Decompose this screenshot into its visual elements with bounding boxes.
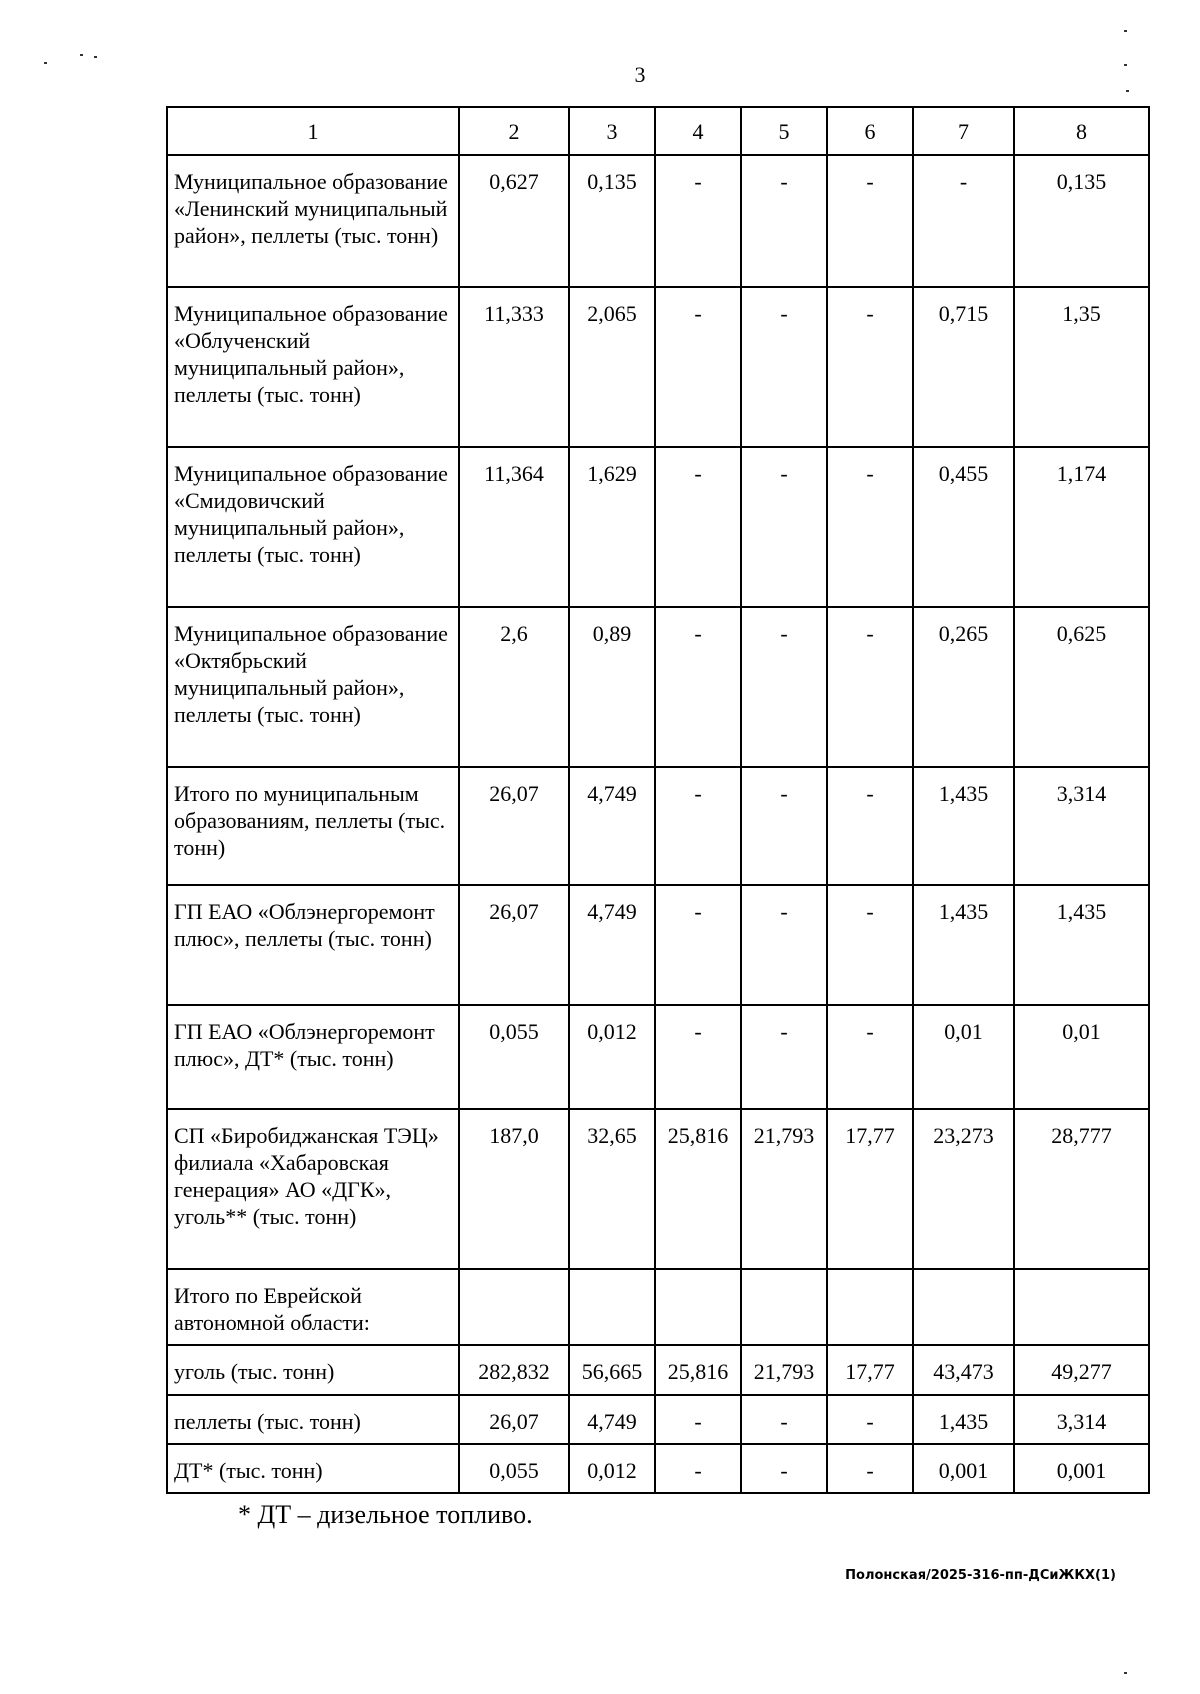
row-label: уголь (тыс. тонн): [167, 1345, 459, 1395]
table-cell: 32,65: [569, 1109, 655, 1269]
table-cell: 0,135: [1014, 155, 1149, 287]
table-row: [167, 1109, 1149, 1269]
table-cell: [741, 1269, 827, 1345]
table-row: [167, 885, 1149, 1005]
scan-speck: [1126, 90, 1129, 92]
table-cell: 0,455: [913, 447, 1014, 607]
table-cell: 4,749: [569, 1395, 655, 1444]
table-cell: 0,001: [1014, 1444, 1149, 1493]
column-header: 6: [827, 107, 913, 155]
table-cell: -: [741, 1005, 827, 1109]
table-cell: -: [827, 1444, 913, 1493]
row-label: пеллеты (тыс. тонн): [167, 1395, 459, 1444]
table-cell: -: [655, 155, 741, 287]
table-cell: -: [827, 155, 913, 287]
document-id: Полонская/2025-316-пп-ДСиЖКХ(1): [845, 1568, 1116, 1583]
table-cell: 23,273: [913, 1109, 1014, 1269]
table-cell: 1,435: [913, 767, 1014, 885]
table-cell: 1,435: [913, 885, 1014, 1005]
scan-speck: [44, 62, 47, 64]
column-header: 8: [1014, 107, 1149, 155]
table-cell: [569, 1269, 655, 1345]
table-cell: -: [655, 447, 741, 607]
table-cell: -: [741, 155, 827, 287]
table-cell: 25,816: [655, 1345, 741, 1395]
table-cell: 0,01: [913, 1005, 1014, 1109]
table-row: [167, 1345, 1149, 1395]
row-label: Муниципальное образование «Октябрьский муниципальный район», пеллеты (тыс. тонн): [167, 607, 459, 767]
table-cell: 26,07: [459, 885, 569, 1005]
scan-speck: [80, 54, 83, 56]
scan-speck: [1124, 30, 1127, 32]
table-cell: 0,715: [913, 287, 1014, 447]
table-cell: 0,89: [569, 607, 655, 767]
column-header: 7: [913, 107, 1014, 155]
table-cell: 1,435: [913, 1395, 1014, 1444]
table-cell: 11,364: [459, 447, 569, 607]
row-label: Муниципальное образование «Ленинский муниципальный район», пеллеты (тыс. тонн): [167, 155, 459, 287]
table-cell: -: [741, 767, 827, 885]
table-cell: -: [741, 885, 827, 1005]
table-cell: 282,832: [459, 1345, 569, 1395]
table-cell: -: [741, 607, 827, 767]
table-cell: -: [827, 447, 913, 607]
table-cell: 4,749: [569, 767, 655, 885]
row-label: Муниципальное образование «Смидовичский муниципальный район», пеллеты (тыс. тонн): [167, 447, 459, 607]
table-cell: 0,001: [913, 1444, 1014, 1493]
table-cell: 187,0: [459, 1109, 569, 1269]
table-cell: -: [741, 1395, 827, 1444]
table-cell: 26,07: [459, 1395, 569, 1444]
table-cell: 3,314: [1014, 767, 1149, 885]
table-cell: 2,6: [459, 607, 569, 767]
table-row: [167, 767, 1149, 885]
table-cell: 26,07: [459, 767, 569, 885]
row-label: Итого по муниципальным образованиям, пеллеты (тыс. тонн): [167, 767, 459, 885]
scan-speck: [1124, 1672, 1127, 1674]
table-cell: 56,665: [569, 1345, 655, 1395]
table-cell: 2,065: [569, 287, 655, 447]
table-cell: 0,055: [459, 1005, 569, 1109]
table-cell: 21,793: [741, 1109, 827, 1269]
table-cell: -: [655, 1395, 741, 1444]
table-cell: 0,055: [459, 1444, 569, 1493]
table-cell: 0,01: [1014, 1005, 1149, 1109]
table-cell: 49,277: [1014, 1345, 1149, 1395]
column-header: 1: [167, 107, 459, 155]
row-label: ГП ЕАО «Облэнергоремонт плюс», ДТ* (тыс. тонн): [167, 1005, 459, 1109]
table-cell: -: [655, 767, 741, 885]
table-cell: [459, 1269, 569, 1345]
table-cell: 0,265: [913, 607, 1014, 767]
table-row: [167, 607, 1149, 767]
footnote: * ДТ – дизельное топливо.: [238, 1500, 533, 1529]
table-cell: -: [741, 287, 827, 447]
table-cell: -: [827, 607, 913, 767]
table-row: [167, 447, 1149, 607]
table-cell: -: [655, 287, 741, 447]
table-cell: 17,77: [827, 1109, 913, 1269]
column-header: 4: [655, 107, 741, 155]
table-cell: 4,749: [569, 885, 655, 1005]
table-cell: -: [655, 885, 741, 1005]
scan-speck: [94, 56, 97, 58]
scan-speck: [1124, 64, 1127, 66]
table-cell: 0,625: [1014, 607, 1149, 767]
table-cell: -: [655, 607, 741, 767]
table-cell: 1,435: [1014, 885, 1149, 1005]
table-cell: 11,333: [459, 287, 569, 447]
row-label: Муниципальное образование «Облученский муниципальный район», пеллеты (тыс. тонн): [167, 287, 459, 447]
table-cell: 0,012: [569, 1005, 655, 1109]
fuel-table: [166, 106, 1150, 1494]
row-label: ГП ЕАО «Облэнергоремонт плюс», пеллеты (тыс. тонн): [167, 885, 459, 1005]
table-row: [167, 1444, 1149, 1493]
table-cell: 1,629: [569, 447, 655, 607]
row-label: СП «Биробиджанская ТЭЦ» филиала «Хабаровская генерация» АО «ДГК», уголь** (тыс. тонн): [167, 1109, 459, 1269]
table-cell: [1014, 1269, 1149, 1345]
table-cell: -: [827, 287, 913, 447]
table-cell: -: [827, 1395, 913, 1444]
table-header-row: [167, 107, 1149, 155]
column-header: 2: [459, 107, 569, 155]
table-cell: 28,777: [1014, 1109, 1149, 1269]
table-row: [167, 155, 1149, 287]
table-cell: -: [827, 885, 913, 1005]
table-cell: -: [741, 1444, 827, 1493]
table-row: [167, 1005, 1149, 1109]
table-cell: -: [913, 155, 1014, 287]
table-cell: [655, 1269, 741, 1345]
table-cell: 1,174: [1014, 447, 1149, 607]
column-header: 5: [741, 107, 827, 155]
row-label: ДТ* (тыс. тонн): [167, 1444, 459, 1493]
table-cell: -: [655, 1005, 741, 1109]
table-cell: 25,816: [655, 1109, 741, 1269]
table-cell: 1,35: [1014, 287, 1149, 447]
table-cell: 3,314: [1014, 1395, 1149, 1444]
table-cell: 0,627: [459, 155, 569, 287]
page-number: 3: [634, 62, 646, 87]
table-cell: 0,012: [569, 1444, 655, 1493]
table-row: [167, 1269, 1149, 1345]
column-header: 3: [569, 107, 655, 155]
table-cell: -: [655, 1444, 741, 1493]
table-cell: 43,473: [913, 1345, 1014, 1395]
table-cell: -: [741, 447, 827, 607]
table-cell: -: [827, 1005, 913, 1109]
table-cell: [913, 1269, 1014, 1345]
table-cell: 17,77: [827, 1345, 913, 1395]
table-cell: -: [827, 767, 913, 885]
table-cell: 0,135: [569, 155, 655, 287]
table-cell: 21,793: [741, 1345, 827, 1395]
table-row: [167, 287, 1149, 447]
row-label: Итого по Еврейской автономной области:: [167, 1269, 459, 1345]
table-row: [167, 1395, 1149, 1444]
table-cell: [827, 1269, 913, 1345]
